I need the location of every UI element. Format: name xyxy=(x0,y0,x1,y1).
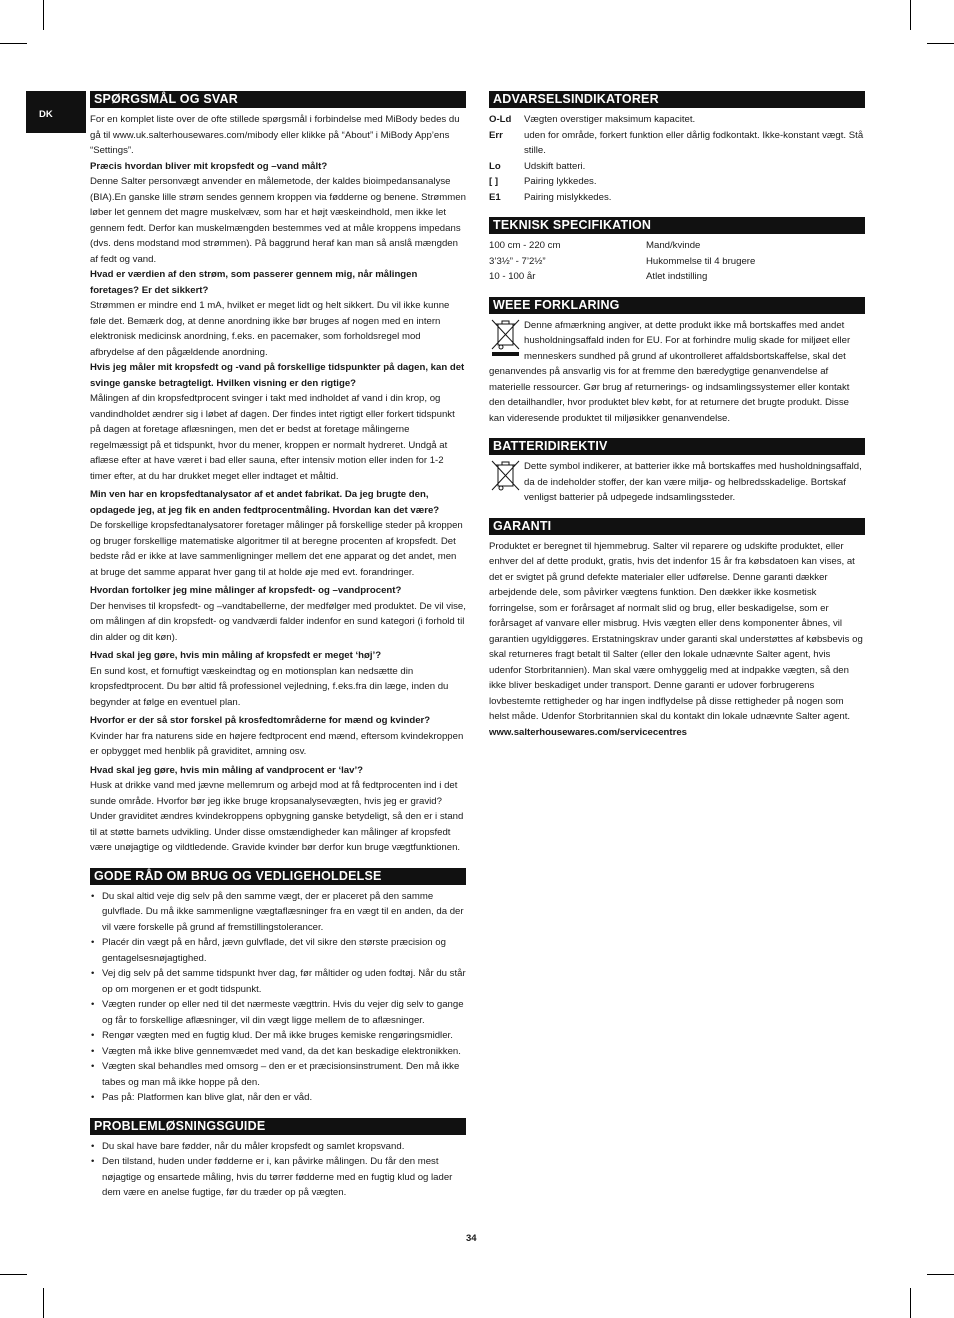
battery-section xyxy=(489,438,865,506)
warning-code: Lo xyxy=(489,160,501,172)
page-number: 34 xyxy=(466,1233,477,1244)
spec-feature: Mand/kvinde xyxy=(646,240,701,251)
faq-question: Hvordan fortolker jeg mine målinger af kropsfedt- og –vandprocent? xyxy=(90,585,402,596)
spec-feature: Atlet indstilling xyxy=(646,271,708,282)
spec-row xyxy=(489,238,865,254)
faq-question: Hvis jeg måler mit kropsfedt og -vand på forskellige tidspunkter på dagen, kan det svinge ganske betragteligt. Hvilken visning er den rigtige? xyxy=(90,362,465,389)
faq-answer: En sund kost, et fornuftigt væskeindtag og en motionsplan kan nedsætte din kropsfedtprocent. Du bør altid få professionel vejledning, f.eks.fra din læge, inden du begynder at følge en eventuel plan. xyxy=(90,665,449,708)
crop-mark xyxy=(43,0,44,30)
faq-question: Hvad er værdien af den strøm, som passerer gennem mig, når målingen foretages? Er det sikkert? xyxy=(90,269,418,296)
weee-section xyxy=(489,297,865,427)
faq-answer: Målingen af din kropsfedtprocent svinger i takt med indholdet af vand i din krop, og vandindholdet ændrer sig i løbet af dagen. Der findes intet rigtigt eller forkert tidspunkt på dagen at foretage aflæsningen, men det er bedst at foretage målingerne regelmæssigt på et tidspunkt, hvor du mener, kroppen er normalt hydreret. Undgå at aflæse efter at have været i bad eller sauna, efter intensiv motion eller inden for 1-2 timer efter, at du har drukket meget eller indtaget et måltid. xyxy=(90,393,455,482)
faq-list xyxy=(90,159,466,856)
spec-value: 3’3½” - 7’2½” xyxy=(489,255,546,267)
list-item: • Vej dig selv på det samme tidspunkt hver dag, før måltider og uden fodtøj. Når du står op om morgenen er et godt tidspunkt. xyxy=(90,966,466,997)
faq-intro: For en komplet liste over de ofte stillede spørgsmål i forbindelse med MiBody bedes du gå til www.uk.salterhousewares.com/mibody eller klikke på “About” i MiBody App’ens “Settings”. xyxy=(90,114,460,156)
list-item: • Vægten må ikke blive gennemvædet med vand, da det kan beskadige elektronikken. xyxy=(90,1044,466,1060)
crossed-out-wheelie-bin-icon xyxy=(489,318,522,358)
crop-mark xyxy=(910,0,911,30)
section-heading: WEEE FORKLARING xyxy=(489,297,865,314)
spec-value: 100 cm - 220 cm xyxy=(489,240,561,251)
warranty-text: Produktet er beregnet til hjemmebrug. Salter vil reparere og udskifte produktet, eller enhver del af dette produkt, gratis, hvis det indenfor 15 år fra købsdatoen kan vises, at det er svigtet på grund defekte materialer eller udførelse. Denne garanti dækker arbejdende dele, som påvirker vægtens funktion. Den dækker ikke kosmetisk forringelse, som er forårsaget af normalt slid og brug, eller beskadigelse, som er forårsaget af vanvare eller misbrug. Hvis vægten eller dens komponenter åbnes, vil garantien ugyldiggøres. Erstatningskrav under garanti skal understøttes af købsbevis og skal returneres fragt betalt til Salter (eller den lokale udnævnte Salter agent, hvis udenfor Storbritannien). Man skal være omhyggelig med at indpakke vægten, så den ikke bliver beskadiget under transport. Denne garanti er udover forbrugerens lovbestemte rettigheder og har ingen indflydelse på disse rettigheder på nogen som helst måde. Udenfor Storbritannien skal du kontakt din lokale udnævnte Salter agent. xyxy=(489,540,863,722)
weee-text: Denne afmærkning angiver, at dette produkt ikke må bortskaffes med andet husholdningsaffald inden for EU. For at forhindre mulig skade for miljøet eller menneskers sundhed på grund af ukontrolleret affaldsbortskaffelse, skal det genanvendes på ansvarlig vis for at fremme den bæredygtige genanvendelse af materielle ressourcer. Gør brug af returnerings- og indsamlingssystemer eller kontakt den detailhandler, hvor produktet blev købt, for at returnere det brugte produkt. Disse kan videresende produktet til miljøsikker genanvendelse. xyxy=(489,319,851,424)
faq-answer: Kvinder har fra naturens side en højere fedtprocent end mænd, eftersom kvindekroppen er opbygget med henblik på graviditet, amning osv. xyxy=(90,730,464,757)
care-section xyxy=(90,868,466,1106)
warning-code: O-Ld xyxy=(489,114,512,125)
crop-mark xyxy=(0,1274,27,1275)
faq-answer: Denne Salter personvægt anvender en målemetode, der kaldes bioimpedansanalyse (BIA).En ganske lille strøm sendes gennem kroppen via fødderne og benene. Strømmen løber let gennem det magre muskelvæv, som har et højt væskeindhold, men ikke let gennem fedt. Derfor kan muskelmængden bestemmes ved at måle kroppens impedans (dvs. dens modstand mod strømmen). På baggrund heraf kan man så anslå mængden af fedt og vand. xyxy=(90,176,466,265)
list-item: • Du skal have bare fødder, når du måler kropsfedt og samlet kropsvand. xyxy=(90,1139,466,1155)
crop-mark xyxy=(910,1288,911,1318)
spec-section xyxy=(489,217,865,285)
list-item: • Rengør vægten med en fugtig klud. Der må ikke bruges kemiske rengøringsmidler. xyxy=(90,1028,466,1044)
list-item: • Vægten skal behandles med omsorg – den er et præcisionsinstrument. Den må ikke tabes og man må ikke hoppe på den. xyxy=(90,1059,466,1090)
language-tab xyxy=(26,91,86,133)
warning-text: Pairing lykkedes. xyxy=(524,176,597,187)
crop-mark xyxy=(0,43,27,44)
faq-question: Hvad skal jeg gøre, hvis min måling af vandprocent er ‘lav’? xyxy=(90,764,363,776)
list-item: • Placér din vægt på en hård, jævn gulvflade, det vil sikre den største præcision og gentagelsesnøjagtighed. xyxy=(90,935,466,966)
spec-feature: Hukommelse til 4 brugere xyxy=(646,255,756,267)
faq-answer: Strømmen er mindre end 1 mA, hvilket er meget lidt og helt sikkert. Du vil ikke kunne føle det. Bemærk dog, at denne anordning ikke bør bruges af nogen med en intern elektronisk medicinsk anordning, f.eks. en pacemaker, som forholdsregel mod afbrydelse af den pågældende anordning. xyxy=(90,300,450,358)
service-centres-link[interactable]: www.salterhousewares.com/servicecentres xyxy=(489,726,688,738)
warning-code: Err xyxy=(489,129,503,141)
crossed-out-wheelie-bin-icon xyxy=(489,459,522,491)
section-heading: SPØRGSMÅL OG SVAR xyxy=(90,91,466,108)
faq-question: Min ven har en kropsfedtanalysator af et andet fabrikat. Da jeg brugte den, opdagede jeg, at jeg fik en anden fedtprocentmåling. Hvordan kan det være? xyxy=(90,489,440,516)
left-column xyxy=(90,91,466,1201)
section-heading: GARANTI xyxy=(489,518,865,535)
list-item: • Den tilstand, huden under fødderne er i, kan påvirke målingen. Du får den mest nøjagtige og ensartede måling, hvis du tørrer fødderne med en fugtig klud og lader dem være en anelse fugtige, før du træder op på vægten. xyxy=(90,1154,466,1201)
warning-row xyxy=(489,159,865,175)
faq-answer: Der henvises til kropsfedt- og –vandtabellerne, der medfølger med produktet. De vil vise, om målingen af din kropsfedt- og vandværdi falder indenfor en sund kategori (i forhold til din alder og dit køn). xyxy=(90,600,466,643)
crop-mark xyxy=(43,1288,44,1318)
warning-text: Vægten overstiger maksimum kapacitet. xyxy=(524,114,696,125)
warning-row xyxy=(489,128,865,159)
faq-question: Præcis hvordan bliver mit kropsfedt og –vand målt? xyxy=(90,160,328,172)
warning-text: uden for område, forkert funktion eller dårlig fodkontakt. Ikke-konstant vægt. Stå stille. xyxy=(524,129,864,156)
section-heading: PROBLEMLØSNINGSGUIDE xyxy=(90,1118,466,1135)
spec-row xyxy=(489,254,865,270)
section-heading: ADVARSELSINDIKATORER xyxy=(489,91,865,108)
faq-question: Hvad skal jeg gøre, hvis min måling af kropsfedt er meget ‘høj’? xyxy=(90,650,382,661)
warning-row xyxy=(489,112,865,128)
warning-text: Pairing mislykkedes. xyxy=(524,191,612,203)
crop-mark xyxy=(927,43,954,44)
faq-answer: De forskellige kropsfedtanalysatorer foretager målinger på forskellige steder på kroppen og bruger forskellige matematiske algoritmer til at beregne procenten af kropsfedt. Det bedste råd er ikke at lave sammenligninger mellem det ene apparat og det andet, men at bruge det samme apparat hver gang til at holde øje med evt. forandringer. xyxy=(90,520,463,578)
spec-value: 10 - 100 år xyxy=(489,271,536,282)
faq-question: Hvorfor er der så stor forskel på krosfedtområderne for mænd og kvinder? xyxy=(90,715,431,726)
language-code: DK xyxy=(39,109,53,120)
section-heading: GODE RÅD OM BRUG OG VEDLIGEHOLDELSE xyxy=(90,868,466,885)
warranty-section xyxy=(489,518,865,741)
section-heading: TEKNISK SPECIFIKATION xyxy=(489,217,865,234)
battery-text: Dette symbol indikerer, at batterier ikke må bortskaffes med husholdningsaffald, da de indeholder stoffer, der kan være miljø- og helbredsskadelige. Bortskaf venligst batterier på udpegede indsamlingssteder. xyxy=(524,461,862,503)
section-heading: BATTERIDIREKTIV xyxy=(489,438,865,455)
troubleshoot-section xyxy=(90,1118,466,1201)
crop-mark xyxy=(927,1274,954,1275)
spec-row xyxy=(489,269,865,285)
care-list xyxy=(90,889,466,1106)
faq-section xyxy=(90,91,466,856)
warning-row xyxy=(489,190,865,206)
warning-text: Udskift batteri. xyxy=(524,160,586,172)
warnings-section xyxy=(489,91,865,205)
list-item: • Pas på: Platformen kan blive glat, når den er våd. xyxy=(90,1090,466,1106)
troubleshoot-list xyxy=(90,1139,466,1201)
warning-code: E1 xyxy=(489,191,501,203)
list-item: • Vægten runder op eller ned til det nærmeste vægttrin. Hvis du vejer dig selv to gange og får to forskellige aflæsninger, vil din vægt ligge mellem de to aflæsninger. xyxy=(90,997,466,1028)
warning-code: [ ] xyxy=(489,176,499,187)
right-column xyxy=(489,91,865,740)
list-item: • Du skal altid veje dig selv på den samme vægt, der er placeret på den samme gulvflade. Du må ikke sammenligne vægtaflæsninger fra en vægt til en anden, da der vil være forskelle på grund af fremstillingstolerancer. xyxy=(90,889,466,936)
warning-row xyxy=(489,174,865,190)
faq-answer: Husk at drikke vand med jævne mellemrum og arbejd mod at få fedtprocenten ind i det sunde område. Hvorfor bør jeg ikke bruge kropsanalysevægten, hvis jeg er gravid? Under graviditet ændres kvindekroppens opbygning ganske betydeligt, så den er i stand til at støtte barnets udvikling. Under disse omstændigheder kan målinger af kropsfedt være unøjagtige og vildtledende. Gravide kvinder bør derfor kun bruge vægtfunktionen. xyxy=(90,780,464,853)
